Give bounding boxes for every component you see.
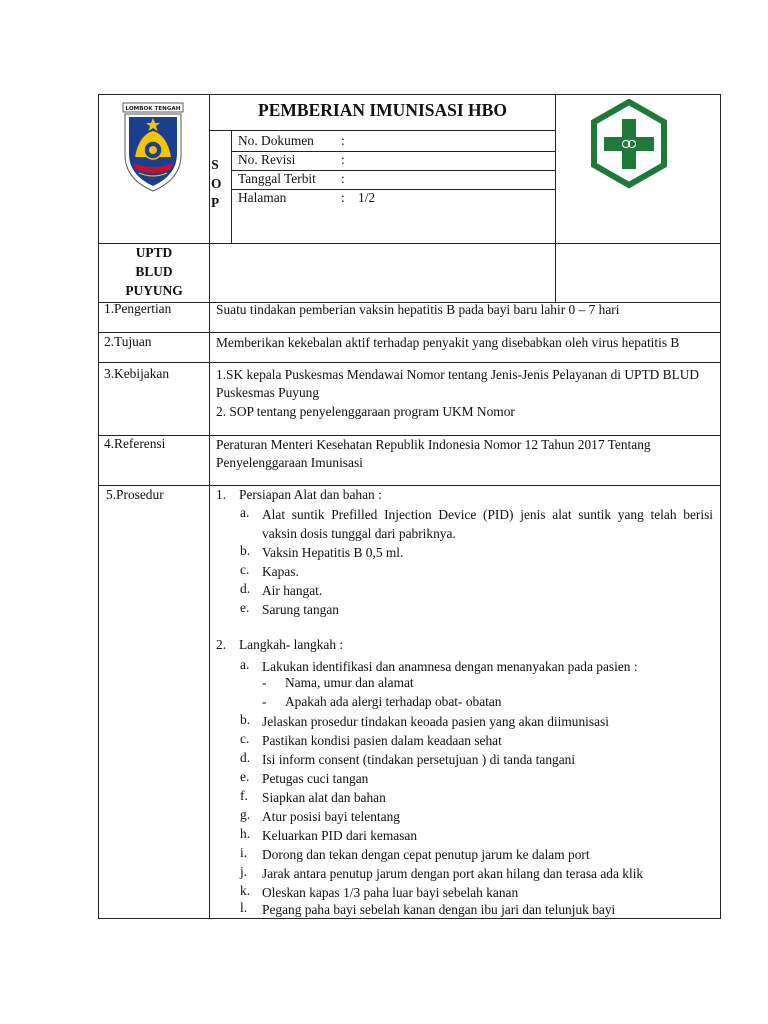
lombok-tengah-emblem-icon [121, 101, 185, 193]
logo-column-divider [555, 94, 556, 302]
row-line-prosedur [98, 485, 721, 486]
meta-colon: : [341, 190, 345, 205]
list-item-text: Jelaskan prosedur tindakan keoada pasien yang akan diimunisasi [262, 714, 609, 729]
puskesmas-logo-icon [589, 99, 669, 189]
list-item-text: Pastikan kondisi pasien dalam keadaan sehat [262, 733, 502, 748]
list-item-letter: c. [240, 562, 250, 577]
list-item-letter: g. [240, 807, 251, 822]
sub-item-dash: - [262, 675, 267, 690]
list-item-letter: l. [240, 900, 248, 915]
unit-name [99, 243, 209, 300]
row-line-kebijakan [98, 362, 721, 363]
list-item-text: Petugas cuci tangan [262, 771, 369, 786]
list-item-letter: a. [240, 505, 250, 520]
sub-item-text: Nama, umur dan alamat [285, 675, 414, 690]
kebijakan-text-1: 1.SK kepala Puskesmas Mendawai Nomor tentang Jenis-Jenis Pelayanan di UPTD BLUD Puskesmas Puyung [216, 367, 700, 400]
prosedur-part1-title: Persiapan Alat dan bahan : [239, 487, 382, 502]
list-item-text: Lakukan identifikasi dan anamnesa dengan menanyakan pada pasien : [262, 659, 638, 674]
list-item-letter: d. [240, 581, 251, 596]
row-line-tujuan [98, 332, 721, 333]
list-item-text: Jarak antara penutup jarum dengan port akan hilang dan terasa ada klik [262, 866, 644, 881]
sop-column-divider [231, 130, 232, 243]
referensi-label: 4.Referensi [104, 436, 166, 451]
emblem-caption: LOMBOK TENGAH [125, 106, 181, 113]
meta-colon: : [341, 171, 345, 186]
prosedur-part1-number: 1. [216, 487, 227, 502]
list-item-letter: d. [240, 750, 251, 765]
tujuan-label: 2.Tujuan [104, 334, 152, 349]
unit-name-line: BLUD [135, 264, 173, 279]
referensi-text: Peraturan Menteri Kesehatan Republik Indonesia Nomor 12 Tahun 2017 Tentang Penyelenggaraan Imunisasi [216, 437, 651, 470]
list-item-text: Isi inform consent (tindakan persetujuan ) di tanda tangani [262, 752, 576, 767]
table-border-top [98, 94, 721, 95]
list-item-letter: b. [240, 543, 251, 558]
meta-colon: : [341, 152, 345, 167]
list-item-letter: f. [240, 788, 248, 803]
kebijakan-text-2: 2. SOP tentang penyelenggaraan program UKM Nomor [216, 404, 515, 419]
sop-letter-s: S [211, 157, 219, 172]
sop-letter-o: O [211, 176, 222, 191]
list-item-text: Alat suntik Prefilled Injection Device (PID) jenis alat suntik yang telah berisi vaksin dosis tunggal dari pabriknya. [262, 507, 713, 541]
pengertian-text: Suatu tindakan pemberian vaksin hepatitis B pada bayi baru lahir 0 – 7 hari [216, 302, 620, 317]
meta-label-no-revisi: No. Revisi [238, 152, 296, 167]
list-item-letter: b. [240, 712, 251, 727]
list-item-text: Pegang paha bayi sebelah kanan dengan ibu jari dan telunjuk bayi [262, 902, 616, 917]
document-title: PEMBERIAN IMUNISASI HBO [258, 100, 507, 120]
kebijakan-label: 3.Kebijakan [104, 366, 170, 381]
prosedur-label: 5.Prosedur [106, 487, 164, 502]
unit-name-line: UPTD [135, 245, 173, 260]
meta-colon: : [341, 133, 345, 148]
label-column-divider [209, 94, 210, 919]
table-border-left [98, 94, 99, 919]
meta-label-no-dokumen: No. Dokumen [238, 133, 314, 148]
list-item-text: Siapkan alat dan bahan [262, 790, 386, 805]
list-item-letter: j. [240, 864, 248, 879]
prosedur-part2-number: 2. [216, 637, 227, 652]
list-item-letter: e. [240, 769, 250, 784]
list-item-letter: e. [240, 600, 250, 615]
sub-item-dash: - [262, 694, 267, 709]
pengertian-label: 1.Pengertian [104, 301, 172, 316]
sub-item-text: Apakah ada alergi terhadap obat- obatan [285, 694, 502, 709]
list-item-text: Sarung tangan [262, 602, 339, 617]
list-item-letter: i. [240, 845, 248, 860]
list-item-text: Air hangat. [262, 583, 323, 598]
meta-value-halaman: 1/2 [358, 190, 376, 205]
list-item-letter: c. [240, 731, 250, 746]
list-item-text: Dorong dan tekan dengan cepat penutup jarum ke dalam port [262, 847, 590, 862]
meta-label-halaman: Halaman [238, 190, 287, 205]
title-underline [209, 130, 555, 131]
list-item-text: Kapas. [262, 564, 299, 579]
unit-name-line: PUYUNG [125, 283, 183, 298]
list-item-letter: h. [240, 826, 251, 841]
list-item-letter: a. [240, 657, 250, 672]
meta-label-tanggal-terbit: Tanggal Terbit [238, 171, 316, 186]
sop-letter-p: P [211, 195, 220, 210]
list-item-letter: k. [240, 883, 251, 898]
table-border-right [720, 94, 721, 919]
list-item-text: Keluarkan PID dari kemasan [262, 828, 418, 843]
tujuan-text: Memberikan kekebalan aktif terhadap penyakit yang disebabkan oleh virus hepatitis B [216, 335, 680, 350]
list-item-text: Atur posisi bayi telentang [262, 809, 400, 824]
prosedur-part2-title: Langkah- langkah : [239, 637, 344, 652]
list-item-text: Oleskan kapas 1/3 paha luar bayi sebelah kanan [262, 885, 519, 900]
list-item-text: Vaksin Hepatitis B 0,5 ml. [262, 545, 404, 560]
